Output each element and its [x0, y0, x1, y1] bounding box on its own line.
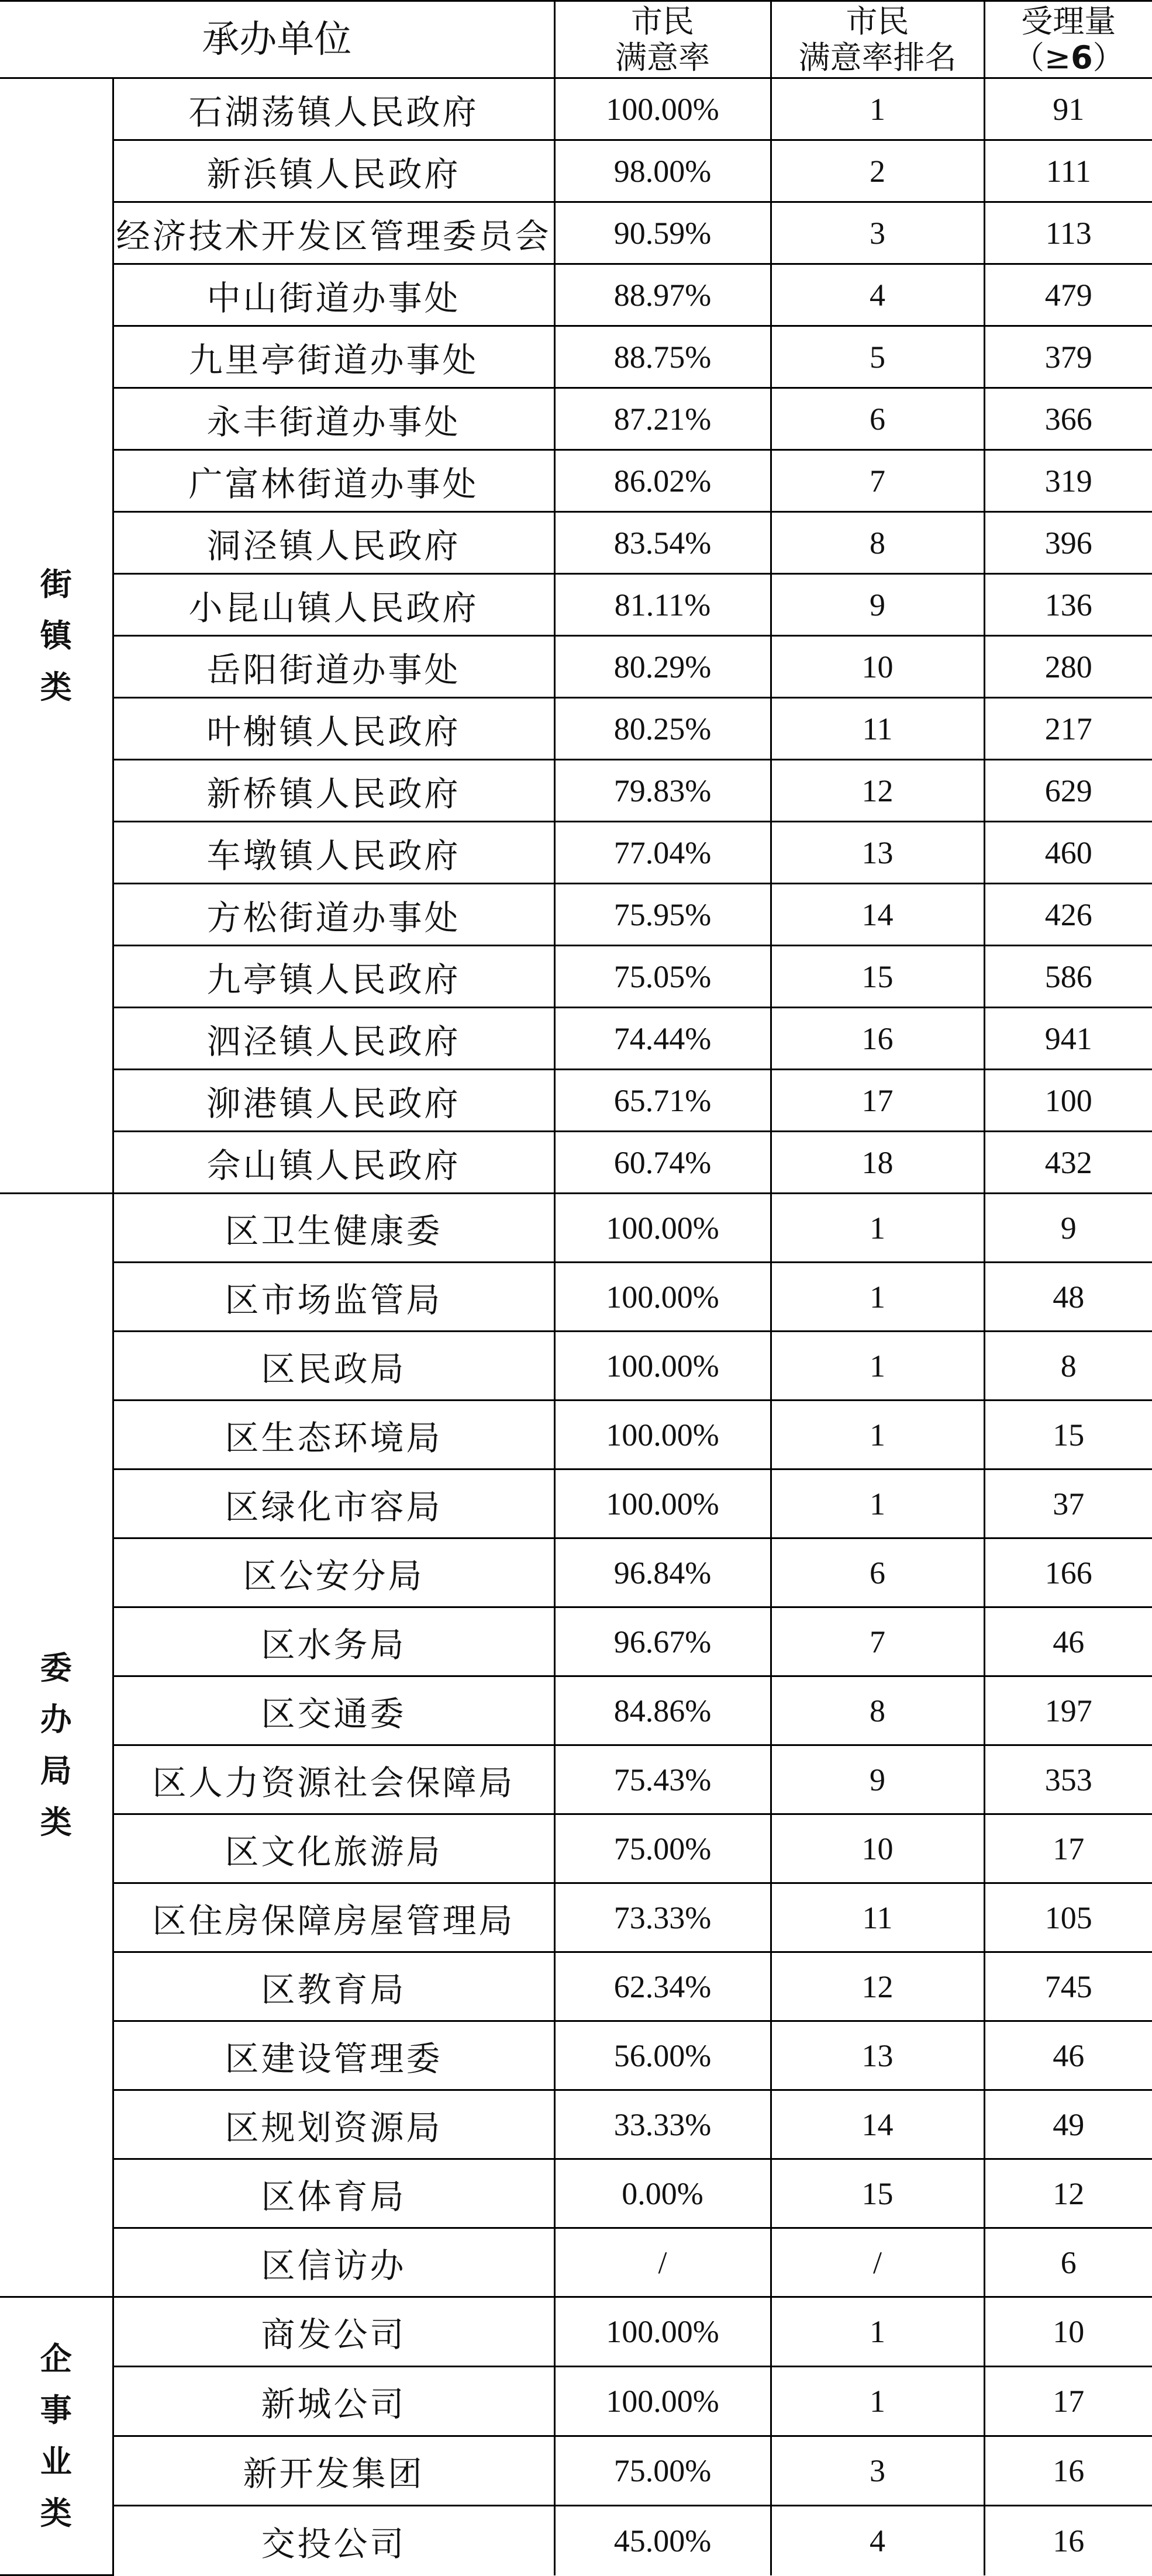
volume-cell: 745 [984, 1952, 1152, 2021]
unit-cell: 区市场监管局 [113, 1263, 554, 1332]
category-bureaus [0, 1194, 113, 2297]
unit-cell: 新城公司 [113, 2367, 554, 2436]
volume-cell: 105 [984, 1883, 1152, 1952]
table-row [0, 946, 1152, 1008]
header-volume-threshold: 6 [1071, 39, 1093, 76]
volume-cell: 366 [984, 388, 1152, 450]
table-row [0, 1814, 1152, 1883]
rank-cell: 13 [771, 822, 984, 884]
rank-cell: 10 [771, 1814, 984, 1883]
unit-cell: 区人力资源社会保障局 [113, 1745, 554, 1814]
rank-cell: 5 [771, 326, 984, 388]
volume-cell: 460 [984, 822, 1152, 884]
header-volume [984, 1, 1152, 78]
volume-cell: 8 [984, 1332, 1152, 1401]
rank-cell: 16 [771, 1008, 984, 1070]
rank-cell: 14 [771, 884, 984, 946]
table-row [0, 636, 1152, 698]
table-row [0, 2436, 1152, 2506]
rate-cell: 88.75% [554, 326, 771, 388]
rank-cell: 11 [771, 698, 984, 760]
rate-cell: 80.25% [554, 698, 771, 760]
rate-cell: 65.71% [554, 1070, 771, 1132]
rank-cell: 8 [771, 512, 984, 574]
unit-cell: 区信访办 [113, 2228, 554, 2297]
rank-cell: 13 [771, 2021, 984, 2090]
unit-cell: 九亭镇人民政府 [113, 946, 554, 1008]
table-row [0, 1132, 1152, 1194]
table-row [0, 574, 1152, 636]
header-rank-line1: 市民 [846, 2, 909, 40]
table-row [0, 1070, 1152, 1132]
rate-cell: 100.00% [554, 1263, 771, 1332]
table-row [0, 1883, 1152, 1952]
rate-cell: 83.54% [554, 512, 771, 574]
rate-cell: 73.33% [554, 1883, 771, 1952]
volume-cell: 217 [984, 698, 1152, 760]
table-row [0, 1469, 1152, 1538]
table-row [0, 450, 1152, 512]
rank-cell: 6 [771, 388, 984, 450]
unit-cell: 新开发集团 [113, 2436, 554, 2506]
table-row [0, 264, 1152, 326]
header-volume-suffix: ） [1092, 39, 1125, 76]
rank-cell: 1 [771, 1469, 984, 1538]
table-row [0, 1538, 1152, 1607]
volume-cell: 629 [984, 760, 1152, 822]
table-body [0, 78, 1152, 2575]
table-row [0, 326, 1152, 388]
table-row [0, 1952, 1152, 2021]
volume-cell: 319 [984, 450, 1152, 512]
table-row [0, 2228, 1152, 2297]
unit-cell: 区教育局 [113, 1952, 554, 2021]
unit-cell: 佘山镇人民政府 [113, 1132, 554, 1194]
table-row [0, 1263, 1152, 1332]
header-satisfaction-rank [771, 1, 984, 78]
rank-cell: 15 [771, 946, 984, 1008]
rate-cell: 100.00% [554, 1332, 771, 1401]
volume-cell: 479 [984, 264, 1152, 326]
unit-cell: 洞泾镇人民政府 [113, 512, 554, 574]
rate-cell: 74.44% [554, 1008, 771, 1070]
rate-cell: 98.00% [554, 140, 771, 202]
unit-cell: 岳阳街道办事处 [113, 636, 554, 698]
volume-cell: 426 [984, 884, 1152, 946]
rate-cell: 45.00% [554, 2506, 771, 2575]
rank-cell: 1 [771, 1194, 984, 1263]
unit-cell: 区公安分局 [113, 1538, 554, 1607]
category-char: 街 [40, 565, 72, 603]
rank-cell: 4 [771, 264, 984, 326]
table-row [0, 1607, 1152, 1676]
header-rate-line2: 满意率 [615, 39, 710, 76]
volume-cell: 113 [984, 202, 1152, 264]
volume-cell: 136 [984, 574, 1152, 636]
table-row [0, 822, 1152, 884]
header-volume-line2 [985, 40, 1152, 76]
category-char: 类 [40, 668, 72, 706]
rate-cell: 75.95% [554, 884, 771, 946]
table-row [0, 2506, 1152, 2575]
volume-cell: 280 [984, 636, 1152, 698]
volume-cell: 46 [984, 1607, 1152, 1676]
volume-cell: 46 [984, 2021, 1152, 2090]
category-char: 办 [40, 1700, 72, 1738]
unit-cell: 区体育局 [113, 2159, 554, 2228]
unit-cell: 永丰街道办事处 [113, 388, 554, 450]
unit-cell: 区生态环境局 [113, 1401, 554, 1469]
volume-cell: 17 [984, 1814, 1152, 1883]
table-row [0, 1676, 1152, 1745]
unit-cell: 叶榭镇人民政府 [113, 698, 554, 760]
rate-cell: 84.86% [554, 1676, 771, 1745]
rank-cell: 2 [771, 140, 984, 202]
volume-cell: 37 [984, 1469, 1152, 1538]
rank-cell: 6 [771, 1538, 984, 1607]
volume-cell: 197 [984, 1676, 1152, 1745]
unit-cell: 交投公司 [113, 2506, 554, 2575]
unit-cell: 区卫生健康委 [113, 1194, 554, 1263]
volume-cell: 16 [984, 2506, 1152, 2575]
volume-cell: 9 [984, 1194, 1152, 1263]
unit-cell: 小昆山镇人民政府 [113, 574, 554, 636]
header-rate-line1: 市民 [631, 2, 694, 40]
unit-cell: 石湖荡镇人民政府 [113, 78, 554, 140]
rate-cell: 77.04% [554, 822, 771, 884]
volume-cell: 100 [984, 1070, 1152, 1132]
volume-cell: 396 [984, 512, 1152, 574]
rate-cell: 100.00% [554, 1469, 771, 1538]
rank-cell: 3 [771, 2436, 984, 2506]
rank-cell: 7 [771, 450, 984, 512]
rate-cell: 75.43% [554, 1745, 771, 1814]
rank-cell: / [771, 2228, 984, 2297]
unit-cell: 区规划资源局 [113, 2090, 554, 2159]
volume-cell: 16 [984, 2436, 1152, 2506]
table-row [0, 2159, 1152, 2228]
category-char: 类 [40, 2494, 72, 2532]
category-char: 局 [40, 1752, 72, 1789]
unit-cell: 泖港镇人民政府 [113, 1070, 554, 1132]
rank-cell: 4 [771, 2506, 984, 2575]
rate-cell: 87.21% [554, 388, 771, 450]
rank-cell: 1 [771, 2367, 984, 2436]
category-char: 委 [40, 1649, 72, 1686]
volume-cell: 6 [984, 2228, 1152, 2297]
table-row [0, 884, 1152, 946]
rate-cell: 100.00% [554, 1401, 771, 1469]
table-row [0, 78, 1152, 140]
rate-cell: 56.00% [554, 2021, 771, 2090]
table-row [0, 2090, 1152, 2159]
volume-cell: 15 [984, 1401, 1152, 1469]
volume-cell: 941 [984, 1008, 1152, 1070]
header-unit: 承办单位 [0, 1, 554, 78]
category-char: 镇 [40, 617, 72, 654]
unit-cell: 新浜镇人民政府 [113, 140, 554, 202]
rate-cell: 81.11% [554, 574, 771, 636]
unit-cell: 区建设管理委 [113, 2021, 554, 2090]
rank-cell: 1 [771, 2297, 984, 2367]
rate-cell: 60.74% [554, 1132, 771, 1194]
category-char: 业 [40, 2443, 72, 2480]
unit-cell: 区住房保障房屋管理局 [113, 1883, 554, 1952]
table-row [0, 1194, 1152, 1263]
volume-cell: 111 [984, 140, 1152, 202]
table-row [0, 2021, 1152, 2090]
volume-cell: 166 [984, 1538, 1152, 1607]
unit-cell: 泗泾镇人民政府 [113, 1008, 554, 1070]
unit-cell: 车墩镇人民政府 [113, 822, 554, 884]
rank-cell: 7 [771, 1607, 984, 1676]
rank-cell: 1 [771, 1401, 984, 1469]
rate-cell: 86.02% [554, 450, 771, 512]
unit-cell: 九里亭街道办事处 [113, 326, 554, 388]
rank-cell: 18 [771, 1132, 984, 1194]
volume-cell: 48 [984, 1263, 1152, 1332]
category-towns [0, 78, 113, 1194]
rank-cell: 1 [771, 78, 984, 140]
rate-cell: 88.97% [554, 264, 771, 326]
unit-cell: 新桥镇人民政府 [113, 760, 554, 822]
category-enterprises [0, 2297, 113, 2575]
header-row [0, 1, 1152, 78]
rate-cell: 96.84% [554, 1538, 771, 1607]
volume-cell: 49 [984, 2090, 1152, 2159]
rate-cell: 100.00% [554, 2367, 771, 2436]
table-row [0, 1745, 1152, 1814]
rank-cell: 1 [771, 1263, 984, 1332]
table-row [0, 2297, 1152, 2367]
volume-cell: 91 [984, 78, 1152, 140]
unit-cell: 中山街道办事处 [113, 264, 554, 326]
rank-cell: 11 [771, 1883, 984, 1952]
rate-cell: 79.83% [554, 760, 771, 822]
rate-cell: / [554, 2228, 771, 2297]
table-row [0, 388, 1152, 450]
unit-cell: 商发公司 [113, 2297, 554, 2367]
rate-cell: 80.29% [554, 636, 771, 698]
volume-cell: 17 [984, 2367, 1152, 2436]
rate-cell: 90.59% [554, 202, 771, 264]
rate-cell: 100.00% [554, 2297, 771, 2367]
rate-cell: 96.67% [554, 1607, 771, 1676]
rank-cell: 12 [771, 760, 984, 822]
rate-cell: 75.05% [554, 946, 771, 1008]
unit-cell: 区交通委 [113, 1676, 554, 1745]
volume-cell: 432 [984, 1132, 1152, 1194]
category-char: 企 [40, 2340, 72, 2377]
table-row [0, 1401, 1152, 1469]
volume-cell: 379 [984, 326, 1152, 388]
unit-cell: 广富林街道办事处 [113, 450, 554, 512]
table-row [0, 202, 1152, 264]
table-row [0, 1332, 1152, 1401]
rate-cell: 75.00% [554, 1814, 771, 1883]
rate-cell: 62.34% [554, 1952, 771, 2021]
table-row [0, 2367, 1152, 2436]
table-header [0, 1, 1152, 78]
rate-cell: 100.00% [554, 78, 771, 140]
unit-cell: 区水务局 [113, 1607, 554, 1676]
table-row [0, 1008, 1152, 1070]
unit-cell: 区绿化市容局 [113, 1469, 554, 1538]
table-row [0, 512, 1152, 574]
unit-cell: 方松街道办事处 [113, 884, 554, 946]
header-volume-prefix: （≥ [1012, 39, 1071, 76]
rate-cell: 75.00% [554, 2436, 771, 2506]
rank-cell: 1 [771, 1332, 984, 1401]
rank-cell: 9 [771, 1745, 984, 1814]
unit-cell: 经济技术开发区管理委员会 [113, 202, 554, 264]
volume-cell: 10 [984, 2297, 1152, 2367]
volume-cell: 12 [984, 2159, 1152, 2228]
rate-cell: 0.00% [554, 2159, 771, 2228]
rank-cell: 3 [771, 202, 984, 264]
header-rank-line2: 满意率排名 [798, 39, 957, 76]
rank-cell: 9 [771, 574, 984, 636]
table-row [0, 140, 1152, 202]
header-satisfaction-rate [554, 1, 771, 78]
category-char: 事 [40, 2391, 72, 2429]
unit-cell: 区民政局 [113, 1332, 554, 1401]
rank-cell: 15 [771, 2159, 984, 2228]
category-char: 类 [40, 1803, 72, 1841]
rank-cell: 17 [771, 1070, 984, 1132]
rate-cell: 100.00% [554, 1194, 771, 1263]
volume-cell: 353 [984, 1745, 1152, 1814]
table-row [0, 760, 1152, 822]
rank-cell: 14 [771, 2090, 984, 2159]
unit-cell: 区文化旅游局 [113, 1814, 554, 1883]
table-row [0, 698, 1152, 760]
volume-cell: 586 [984, 946, 1152, 1008]
rate-cell: 33.33% [554, 2090, 771, 2159]
header-volume-line1: 受理量 [1021, 2, 1116, 40]
rank-cell: 10 [771, 636, 984, 698]
rank-cell: 8 [771, 1676, 984, 1745]
rank-cell: 12 [771, 1952, 984, 2021]
